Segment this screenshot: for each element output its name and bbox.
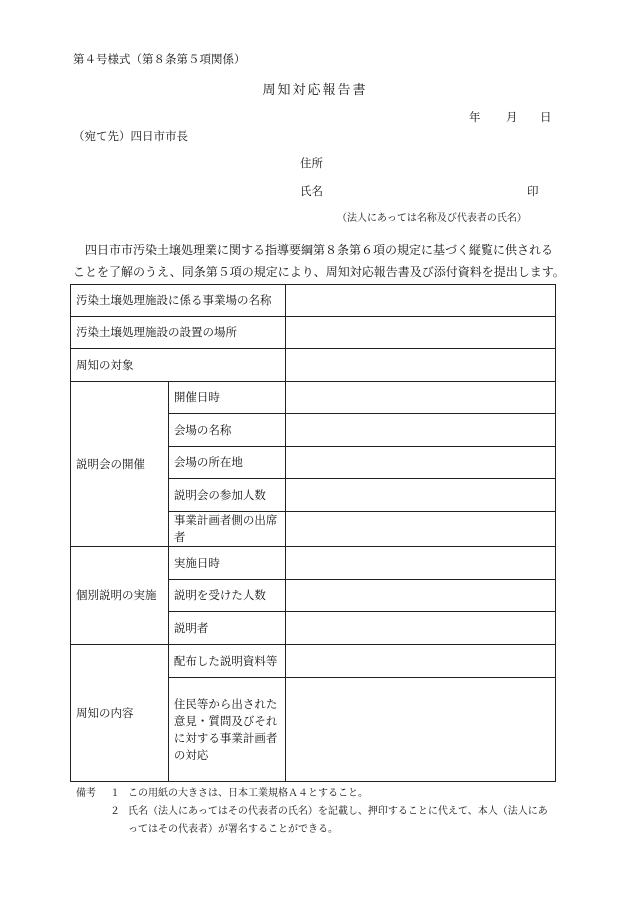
note-text: この用紙の大きさは、日本工業規格Ａ４とすること。 — [128, 788, 368, 799]
notes-label: 備考 — [76, 788, 96, 799]
opinions-response-field[interactable] — [285, 678, 555, 782]
date-month-label: 月 — [506, 110, 518, 124]
individual-count-field[interactable] — [285, 580, 555, 612]
date-day-label: 日 — [540, 110, 552, 124]
opinions-label-line: 意見・質問及びそれ — [173, 713, 278, 728]
distributed-materials-field[interactable] — [285, 645, 555, 678]
facility-name-field[interactable] — [285, 285, 555, 317]
address-label: 住所 — [300, 156, 323, 170]
meeting-section-label: 説明会の開催 — [71, 382, 169, 547]
opinions-label-line: に対する事業計画者 — [173, 730, 278, 745]
individual-item-label: 説明者 — [168, 612, 285, 645]
meeting-item-label: 事業計画者側の出席者 — [168, 512, 285, 547]
table-row — [71, 382, 556, 414]
note-text-continued: ってはその代表者）が署名することができる。 — [128, 824, 338, 835]
opinions-label-line: 住民等から出された — [173, 696, 278, 711]
individual-datetime-field[interactable] — [285, 547, 555, 580]
meeting-venue-address-field[interactable] — [285, 447, 555, 479]
meeting-venue-name-field[interactable] — [285, 414, 555, 447]
seal-mark: 印 — [527, 184, 539, 198]
meeting-item-label: 説明会の参加人数 — [168, 479, 285, 512]
individual-item-label: 実施日時 — [168, 547, 285, 580]
table-row — [71, 645, 556, 678]
meeting-datetime-field[interactable] — [285, 382, 555, 414]
meeting-item-label: 開催日時 — [168, 382, 285, 414]
meeting-planner-attendees-field[interactable] — [285, 512, 555, 547]
body-text-line-1: 四日市市汚染土壌処理業に関する指導要綱第８条第６項の規定に基づく縦覧に供される — [85, 243, 554, 257]
individual-section-label: 個別説明の実施 — [71, 547, 169, 645]
meeting-attendance-field[interactable] — [285, 479, 555, 512]
opinions-label — [168, 678, 285, 782]
meeting-item-label: 会場の所在地 — [168, 447, 285, 479]
addressee: （宛て先）四日市市長 — [73, 129, 188, 143]
meeting-item-label: 会場の名称 — [168, 414, 285, 447]
notice-target-field[interactable] — [285, 349, 555, 382]
table-row — [71, 547, 556, 580]
facility-name-label: 汚染土壌処理施設に係る事業場の名称 — [71, 285, 286, 317]
content-section-label: 周知の内容 — [71, 645, 169, 782]
table-row — [71, 285, 556, 317]
name-label: 氏名 — [300, 184, 323, 198]
facility-location-field[interactable] — [285, 317, 555, 349]
note-text: 氏名（法人にあってはその代表者の氏名）を記載し、押印することに代えて、本人（法人にあ — [128, 806, 548, 817]
note-number: ２ — [110, 806, 120, 817]
opinions-label-line: の対応 — [173, 747, 209, 762]
document-title: 周知対応報告書 — [262, 83, 368, 98]
individual-item-label: 説明を受けた人数 — [168, 580, 285, 612]
note-number: １ — [110, 788, 120, 799]
body-text-line-2: ことを了解のうえ、同条第５項の規定により、周知対応報告書及び添付資料を提出します。 — [73, 265, 565, 279]
individual-explainer-field[interactable] — [285, 612, 555, 645]
notice-target-label: 周知の対象 — [71, 349, 286, 382]
table-row — [71, 317, 556, 349]
corporate-name-note: （法人にあっては名称及び代表者の氏名） — [337, 213, 527, 224]
facility-location-label: 汚染土壌処理施設の設置の場所 — [71, 317, 286, 349]
report-table — [70, 284, 556, 782]
table-row — [71, 349, 556, 382]
form-number: 第４号様式（第８条第５項関係） — [73, 52, 246, 66]
date-year-label: 年 — [469, 110, 481, 124]
content-item-label: 配布した説明資料等 — [168, 645, 285, 678]
